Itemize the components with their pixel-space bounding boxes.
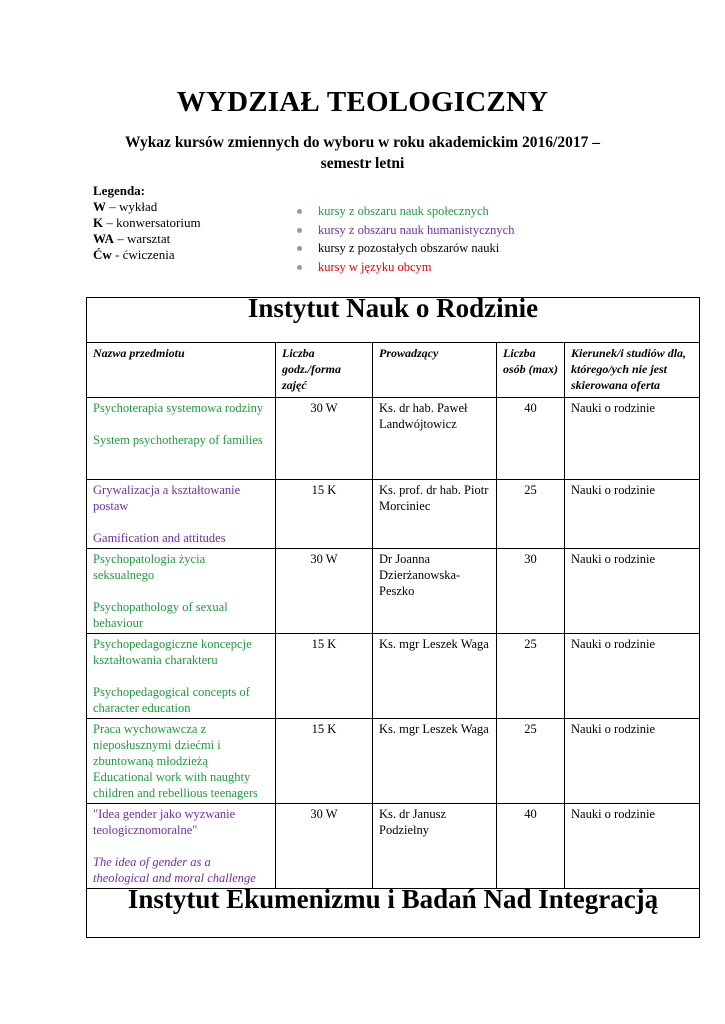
legend-sep: – [106, 199, 119, 214]
course-hours: 30 W [276, 549, 373, 634]
course-name-cell [87, 804, 276, 889]
course-direction: Nauki o rodzinie [565, 634, 700, 719]
course-name-pl: Psychopatologia życia seksualnego [93, 552, 206, 582]
column-header-persons: Liczba osób (max) [497, 343, 565, 398]
course-persons: 30 [497, 549, 565, 634]
category-list [292, 202, 514, 276]
course-name-en: The idea of gender as a theological and moral challenge [93, 855, 256, 885]
legend-text: konwersatorium [116, 215, 201, 230]
legend-abbr: K [93, 215, 104, 230]
course-direction: Nauki o rodzinie [565, 549, 700, 634]
subtitle-line-2: semestr letni [320, 155, 405, 172]
course-direction: Nauki o rodzinie [565, 398, 700, 480]
legend [93, 183, 201, 263]
course-name-cell [87, 480, 276, 549]
course-name-pl: "Idea gender jako wyzwanie teologicznomoralne" [93, 807, 236, 837]
legend-abbr: WA [93, 231, 114, 246]
legend-item [93, 231, 201, 247]
page-subtitle [70, 132, 655, 174]
course-persons: 40 [497, 804, 565, 889]
institute-row [87, 889, 700, 938]
legend-item [93, 199, 201, 215]
legend-heading: Legenda: [93, 183, 145, 198]
table-row [87, 398, 700, 480]
legend-item [93, 215, 201, 231]
legend-sep: – [113, 231, 127, 246]
column-header-name: Nazwa przedmiotu [87, 343, 276, 398]
course-persons: 25 [497, 719, 565, 804]
table-row [87, 804, 700, 889]
course-lecturer: Ks. dr Janusz Podzielny [373, 804, 497, 889]
course-name-en: Psychopedagogical concepts of character education [93, 685, 250, 715]
course-persons: 25 [497, 634, 565, 719]
institute-title: Instytut Nauk o Rodzinie [87, 298, 700, 343]
category-item-foreign-language: kursy w języku obcym [292, 258, 514, 277]
course-lecturer: Ks. dr hab. Paweł Landwójtowicz [373, 398, 497, 480]
table-row [87, 549, 700, 634]
legend-text: warsztat [126, 231, 171, 246]
course-name-en: Psychopathology of sexual behaviour [93, 600, 228, 630]
courses-table [86, 293, 700, 938]
category-item-social: kursy z obszaru nauk społecznych [292, 202, 514, 221]
institute-title: Instytut Ekumenizmu i Badań Nad Integracją [87, 889, 700, 938]
course-lecturer: Ks. mgr Leszek Waga [373, 719, 497, 804]
course-hours: 15 K [276, 634, 373, 719]
course-persons: 25 [497, 480, 565, 549]
table-row [87, 634, 700, 719]
course-name-cell [87, 634, 276, 719]
course-direction: Nauki o rodzinie [565, 804, 700, 889]
legend-text: wykład [119, 199, 158, 214]
legend-item [93, 247, 201, 263]
course-hours: 15 K [276, 719, 373, 804]
course-name-pl: Grywalizacja a kształtowanie postaw [93, 483, 241, 513]
legend-abbr: W [93, 199, 106, 214]
legend-sep: – [103, 215, 117, 230]
course-name-pl: Praca wychowawcza z nieposłusznymi dziećmi i zbuntowaną młodzieżą [93, 722, 221, 768]
legend-abbr: Ćw [93, 247, 112, 262]
page-title: WYDZIAŁ TEOLOGICZNY [176, 86, 549, 118]
course-name-en: System psychotherapy of families [93, 433, 263, 447]
course-name-pl: Psychoterapia systemowa rodziny [93, 401, 264, 415]
course-name-cell [87, 719, 276, 804]
course-lecturer: Ks. prof. dr hab. Piotr Morciniec [373, 480, 497, 549]
table-header-row [87, 343, 700, 398]
legend-text: ćwiczenia [122, 247, 175, 262]
course-direction: Nauki o rodzinie [565, 480, 700, 549]
course-hours: 30 W [276, 398, 373, 480]
category-item-humanities: kursy z obszaru nauk humanistycznych [292, 221, 514, 240]
course-name-en: Educational work with naughty children and rebellious teenagers [93, 770, 258, 800]
table-row [87, 719, 700, 804]
course-name-cell [87, 398, 276, 480]
course-name-cell [87, 549, 276, 634]
course-name-en: Gamification and attitudes [93, 531, 226, 545]
column-header-lecturer: Prowadzący [373, 343, 497, 398]
column-header-hours: Liczba godz./forma zajęć [276, 343, 373, 398]
table-row [87, 480, 700, 549]
legend-sep: - [111, 247, 123, 262]
course-direction: Nauki o rodzinie [565, 719, 700, 804]
course-lecturer: Ks. mgr Leszek Waga [373, 634, 497, 719]
course-name-pl: Psychopedagogiczne koncepcje kształtowania charakteru [93, 637, 252, 667]
course-hours: 15 K [276, 480, 373, 549]
subtitle-line-1: Wykaz kursów zmiennych do wyboru w roku akademickim 2016/2017 – [125, 134, 600, 151]
course-lecturer: Dr Joanna Dzierżanowska-Peszko [373, 549, 497, 634]
course-persons: 40 [497, 398, 565, 480]
column-header-direction: Kierunek/i studiów dla, którego/ych nie jest skierowana oferta [565, 343, 700, 398]
category-item-other: kursy z pozostałych obszarów nauki [292, 239, 514, 258]
course-hours: 30 W [276, 804, 373, 889]
institute-row [87, 298, 700, 343]
